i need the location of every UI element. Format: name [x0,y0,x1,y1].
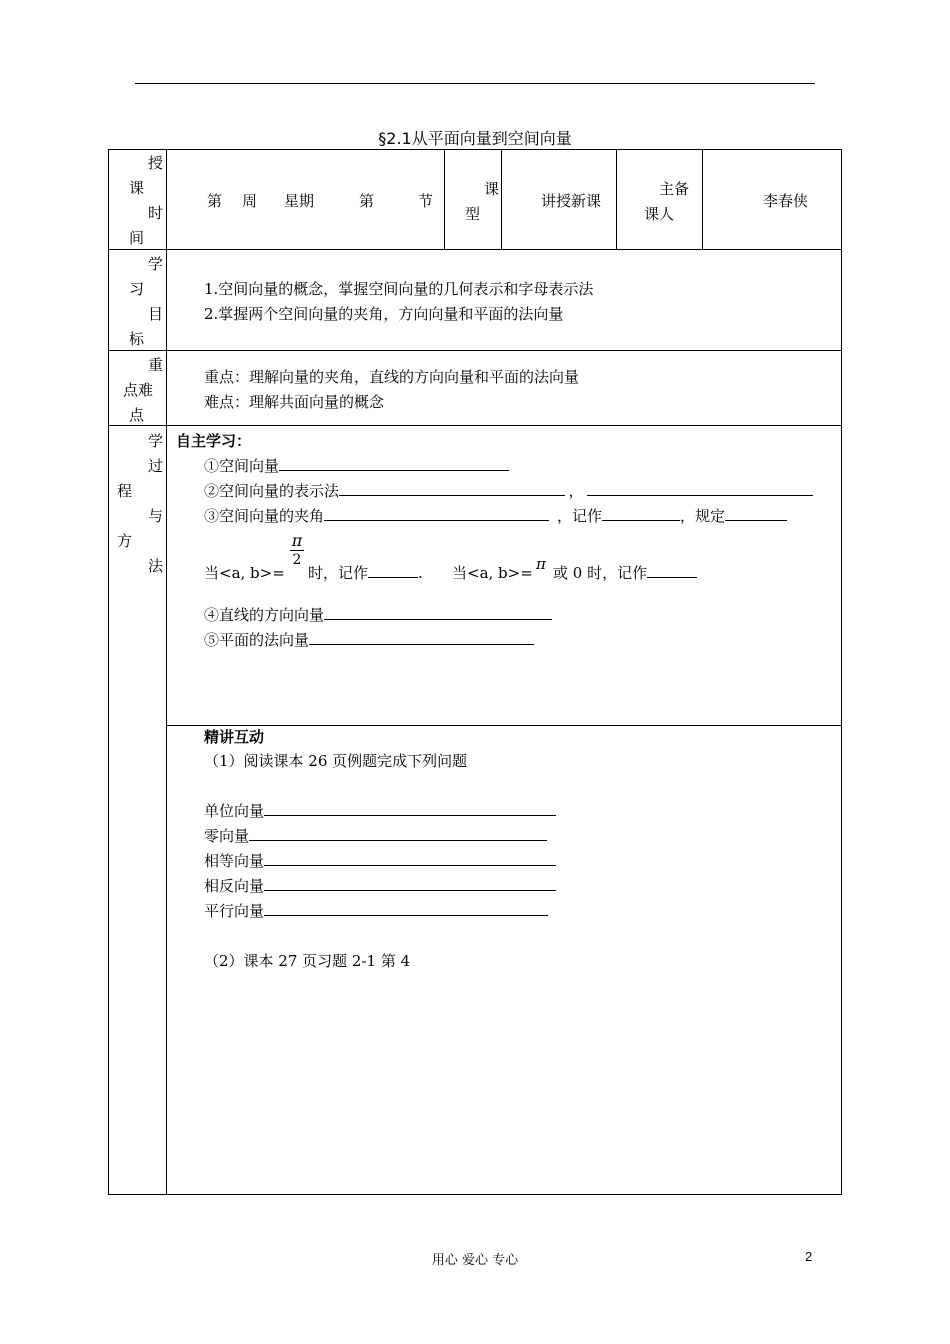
header-rule [135,83,815,84]
blank-field[interactable] [725,505,787,521]
blank-field[interactable] [587,480,813,496]
label-char: 过 [148,457,164,475]
blank-field[interactable] [324,505,549,521]
lead-label-line: 课人 [644,205,675,223]
item-text: ①空间向量 [204,457,280,475]
blank-field[interactable] [249,825,547,841]
table-border-left [108,149,109,1194]
type-label-char: 课 [484,180,500,198]
table-border-top [108,149,842,150]
item-text: ④直线的方向向量 [204,606,325,624]
term-line [204,800,556,821]
goal-item: 2.掌握两个空间向量的夹角，方向向量和平面的法向量 [204,305,564,323]
label-char: 重 [148,356,164,374]
lead-value: 李春侠 [763,192,809,210]
term-label: 单位向量 [204,802,265,820]
when-tail: 时，记作 [308,564,369,582]
when-tail: 或 0 时，记作 [553,564,648,582]
lecture-heading: 精讲互动 [204,728,265,746]
lecture-q2: （2）课本 27 页习题 2-1 第 4 [204,952,411,970]
row-divider [108,249,842,250]
blank-field[interactable] [602,505,680,521]
item-text: ③空间向量的夹角 [204,507,325,525]
item-text: ②空间向量的表示法 [204,482,340,500]
term-line [204,875,556,896]
time-field: 第 [207,192,223,210]
when-text-2: 当<a, b>= [452,564,533,582]
row-divider [108,425,842,426]
key-point: 重点：理解向量的夹角，直线的方向向量和平面的法向量 [204,368,580,386]
pi-symbol: π [536,555,546,573]
term-label: 相反向量 [204,877,265,895]
row-divider [166,725,842,726]
label-char: 学 [148,255,164,273]
goal-item: 1.空间向量的概念，掌握空间向量的几何表示和字母表示法 [204,280,594,298]
col-divider [616,149,617,249]
col-divider [702,149,703,249]
time-field: 星期 [284,192,315,210]
table-border-right [841,149,842,1194]
note-text: ，记作 [557,507,603,525]
fill-line-item2 [204,480,813,501]
key-point: 难点：理解共面向量的概念 [204,393,385,411]
time-field: 节 [418,192,434,210]
term-line [204,900,548,921]
footer-text: 用心 爱心 专心 [431,1253,519,1268]
separator: ， [568,482,584,500]
table-border-bottom [108,1194,842,1195]
col-divider [501,149,502,249]
row-divider [108,350,842,351]
blank-field[interactable] [264,900,548,916]
pi-numerator: π [291,531,303,550]
rule-text: ，规定 [680,507,726,525]
term-label: 相等向量 [204,852,265,870]
when-text-1: 当<a, b>= [204,564,285,582]
fraction-bar [290,550,304,551]
type-label-char: 型 [465,205,481,223]
pi-denominator: 2 [292,552,302,568]
label-char: 时 [148,204,164,222]
label-char: 授 [148,154,164,172]
page-title: §2.1从平面向量到空间向量 [378,129,572,148]
fill-line-item4 [204,604,552,625]
blank-field[interactable] [279,455,509,471]
label-char: 课 [129,179,145,197]
term-label: 零向量 [204,827,250,845]
col-divider [444,149,445,249]
blank-field[interactable] [309,629,534,645]
fill-line-item1 [204,455,509,476]
label-char: 程 [117,482,133,500]
label-char: 法 [148,557,164,575]
blank-field[interactable] [264,800,556,816]
col-divider [166,149,167,1194]
fill-line-item5 [204,629,534,650]
type-value: 讲授新课 [541,192,602,210]
blank-field[interactable] [368,562,418,578]
lead-label-line: 主备 [659,180,690,198]
label-char: 点 [129,406,145,424]
label-char: 与 [148,507,164,525]
fill-line-item3 [204,505,787,526]
time-field: 周 [242,192,258,210]
period: . [418,564,423,582]
label-char: 点难 [123,381,154,399]
fill-line-when1 [308,562,423,583]
time-field: 第 [359,192,375,210]
label-char: 学 [148,432,164,450]
blank-field[interactable] [324,604,552,620]
fill-line-when2 [553,562,697,583]
page-number: 2 [805,1249,813,1264]
blank-field[interactable] [264,875,556,891]
term-label: 平行向量 [204,902,265,920]
item-text: ⑤平面的法向量 [204,631,310,649]
label-char: 习 [129,280,145,298]
label-char: 标 [129,330,145,348]
label-char: 方 [117,532,133,550]
blank-field[interactable] [647,562,697,578]
self-study-heading: 自主学习： [176,432,252,450]
blank-field[interactable] [264,850,556,866]
term-line [204,825,547,846]
label-char: 目 [148,305,164,323]
term-line [204,850,556,871]
label-char: 间 [129,229,145,247]
blank-field[interactable] [339,480,565,496]
lecture-q1: （1）阅读课本 26 页例题完成下列问题 [204,752,468,770]
